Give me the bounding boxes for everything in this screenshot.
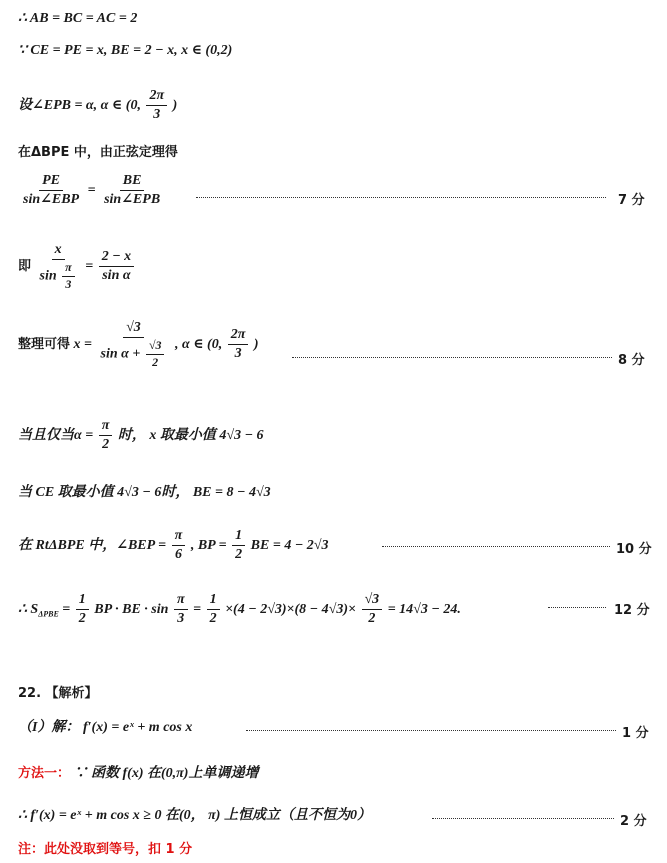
fraction-numerator: 1 [207, 592, 220, 610]
sin-alpha-text: sin α + [100, 346, 141, 362]
fraction-numerator: BE [120, 173, 145, 191]
fraction [232, 528, 245, 563]
fraction-denominator [98, 338, 170, 370]
score-leader-dots [382, 546, 610, 547]
fraction [207, 592, 220, 627]
fraction [37, 242, 80, 292]
fraction-numerator: π [174, 592, 188, 610]
product-text: ×(4 − 2√3)×(8 − 4√3)× [225, 601, 356, 617]
fraction-denominator: 3 [65, 276, 72, 291]
fraction [172, 528, 186, 563]
fraction [62, 261, 75, 292]
score-leader-dots [246, 730, 616, 731]
score-leader-dots [548, 607, 606, 608]
fraction [362, 592, 383, 627]
line-part-one [18, 716, 192, 736]
fraction-numerator: 2π [146, 88, 167, 106]
fraction-numerator: π [62, 261, 75, 277]
fraction-denominator: 2 [102, 437, 110, 453]
min-value-text: 时， x 取最小值 4√3 − 6 [117, 427, 264, 443]
score-leader-dots [292, 357, 612, 358]
fraction-numerator: π [99, 418, 113, 436]
score-1: 1 分 [622, 726, 649, 741]
fraction-numerator: √3 [146, 339, 165, 355]
bp-value-text: BE = 4 − 2√3 [250, 537, 329, 553]
angle-def-close: ) [172, 97, 178, 113]
equals-sign: = [85, 259, 94, 275]
fraction-numerator: x [52, 242, 65, 260]
line-problem-22 [18, 682, 98, 702]
area-subscript: ΔPBE [38, 609, 59, 619]
line-min-condition [18, 418, 264, 453]
score-leader-dots [432, 818, 614, 819]
fraction [76, 592, 89, 627]
score-2: 2 分 [620, 814, 647, 829]
fraction [98, 320, 170, 370]
fraction-denominator: 6 [174, 547, 182, 563]
line-sine-rule [18, 173, 165, 208]
fraction-denominator: 2 [368, 611, 376, 627]
fraction-numerator: 2π [228, 327, 249, 345]
fraction [146, 339, 165, 370]
line-area [18, 592, 461, 627]
fraction-numerator: π [172, 528, 186, 546]
angle-def-text: 设∠EPB = α, α ∈ (0, [18, 97, 141, 113]
equals-sign: = [87, 182, 96, 198]
fraction [228, 327, 249, 362]
equals-sign: = [193, 601, 202, 617]
fraction [99, 249, 134, 284]
fraction-numerator: √3 [123, 320, 144, 338]
line-sine-rule-intro [18, 141, 178, 161]
score-7: 7 分 [618, 193, 645, 208]
fraction-numerator: PE [39, 173, 63, 191]
line-substitution [18, 242, 136, 292]
line-be-value: 当 CE 取最小值 4√3 − 6时， BE = 8 − 4√3 [18, 485, 271, 500]
fraction-numerator: √3 [362, 592, 383, 610]
fraction-numerator: 1 [232, 528, 245, 546]
condition-text: 当且仅当α = [18, 427, 94, 443]
bp-text: , BP = [190, 537, 227, 553]
range-close: ) [253, 337, 259, 353]
area-symbol: ∴ S [18, 601, 39, 617]
line-variables: ∵ CE = PE = x, BE = 2 − x, x ∈ (0,2) [18, 43, 233, 58]
fraction-denominator: 3 [177, 611, 185, 627]
range-text: , α ∈ (0, [174, 337, 223, 353]
fraction-denominator: sin α [102, 268, 131, 284]
x-equals: x = [73, 337, 92, 353]
fraction-denominator: sin∠EPB [104, 192, 161, 208]
score-12: 12 分 [614, 603, 650, 618]
fraction-denominator: 2 [235, 547, 243, 563]
product-text: BP · BE · sin [94, 601, 169, 617]
line-right-triangle [18, 528, 329, 563]
note-text: 注：此处没取到等号，扣 1 分 [18, 842, 193, 857]
line-angle-def [18, 88, 177, 123]
fraction-numerator: 2 − x [99, 249, 134, 267]
fraction-denominator: 2 [152, 354, 159, 369]
prefix-text: 整理可得 [18, 337, 71, 353]
line-inequality [18, 804, 371, 824]
sin-text: sin [39, 268, 57, 284]
fraction-denominator: 2 [209, 611, 217, 627]
derivative-text: （I）解： f′(x) = eˣ + m cos x [18, 720, 193, 735]
equals-sign: = [62, 601, 71, 617]
fraction-denominator [37, 260, 80, 292]
line-method-one [18, 762, 258, 782]
area-result: = 14√3 − 24. [387, 601, 461, 617]
score-8: 8 分 [618, 353, 645, 368]
fraction [174, 592, 188, 627]
fraction-denominator: 3 [234, 346, 242, 362]
fraction [146, 88, 167, 123]
fraction [99, 418, 113, 453]
line-note [18, 838, 192, 858]
fraction [101, 173, 163, 208]
fraction-denominator: sin∠EBP [23, 192, 80, 208]
method-label: 方法一： [18, 766, 71, 781]
fraction-denominator: 2 [78, 611, 86, 627]
score-10: 10 分 [616, 542, 652, 557]
sine-rule-intro-text: 在ΔBPE 中，由正弦定理得 [18, 145, 178, 160]
method-text: ∵ 函数 f(x) 在(0,π)上单调递增 [73, 766, 259, 781]
prefix-text: 即 [18, 259, 32, 275]
line-x-expression [18, 320, 259, 370]
inequality-text: ∴ f′(x) = eˣ + m cos x ≥ 0 在(0， π) 上恒成立（且不恒为0） [18, 808, 371, 823]
problem-heading: 22. 【解析】 [18, 686, 98, 701]
score-leader-dots [196, 197, 606, 198]
fraction [20, 173, 82, 208]
angle-text: 在 RtΔBPE 中，∠BEP = [18, 537, 167, 553]
fraction-denominator: 3 [153, 107, 161, 123]
fraction-numerator: 1 [76, 592, 89, 610]
line-side-lengths: ∴ AB = BC = AC = 2 [18, 11, 138, 26]
